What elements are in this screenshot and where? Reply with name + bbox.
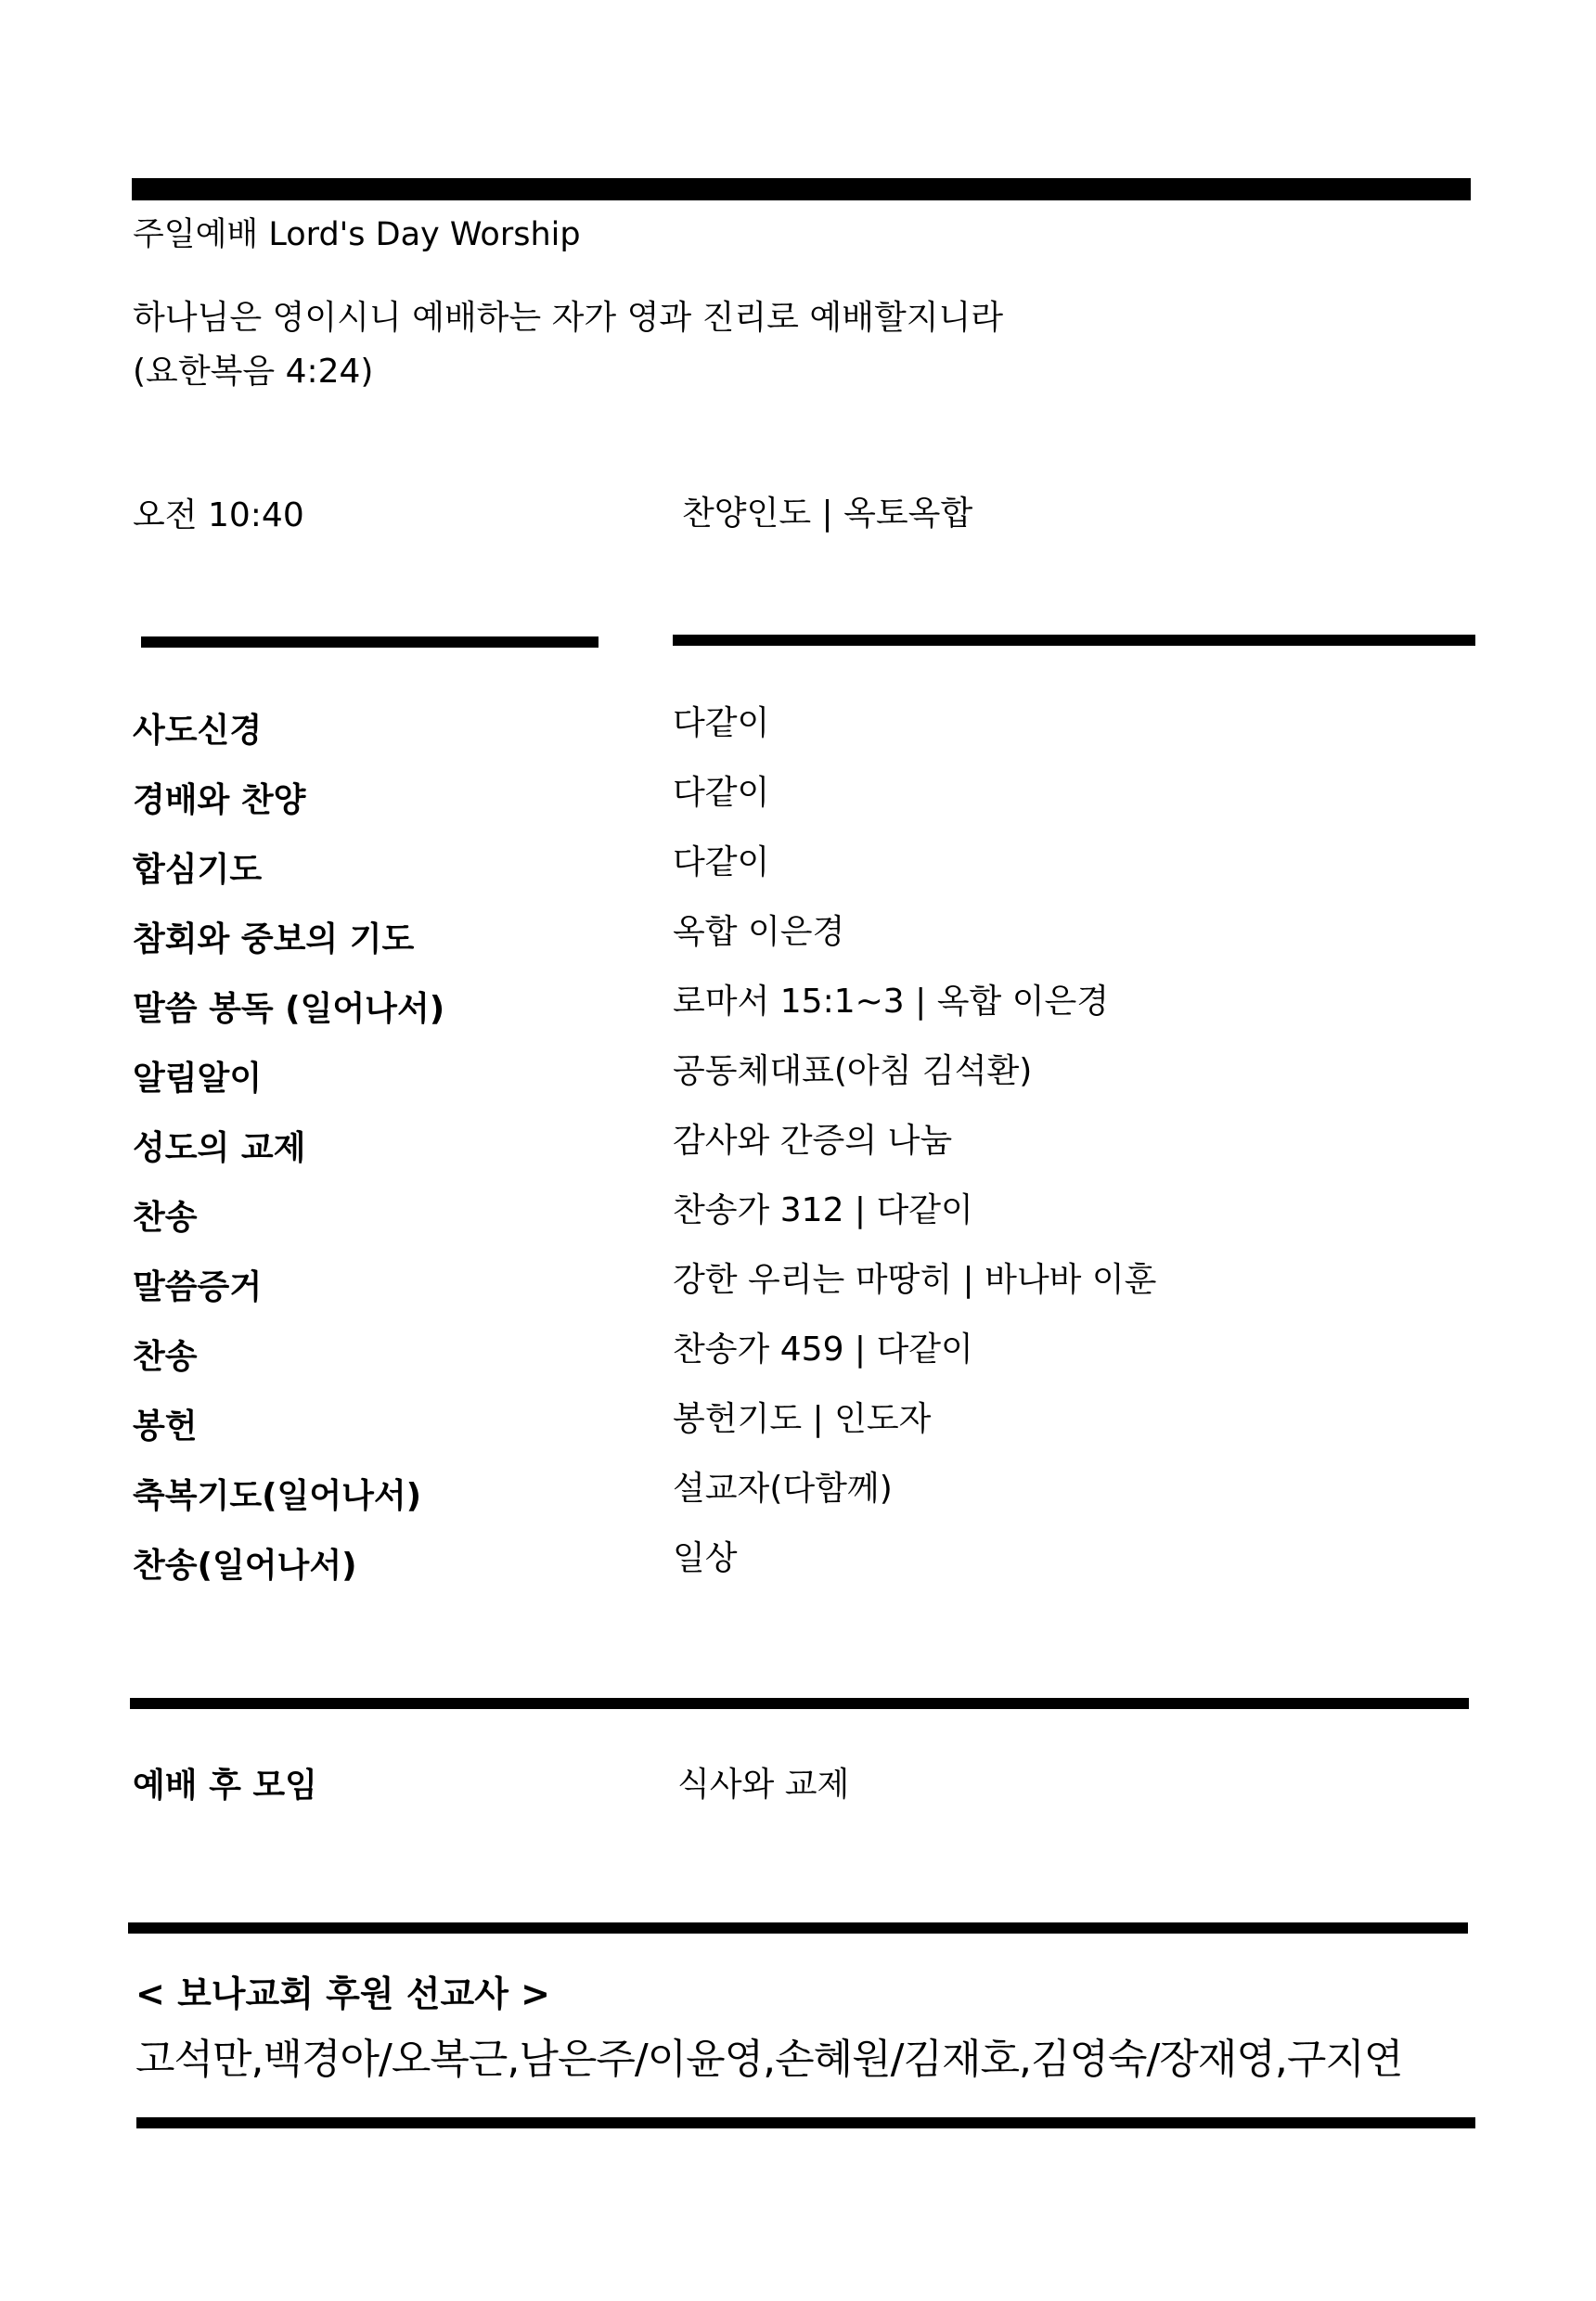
order-item-detail: 다같이 — [673, 774, 770, 812]
order-item-label: 참회와 중보의 기도 — [133, 920, 415, 958]
order-item-label: 찬송(일어나서) — [133, 1547, 357, 1585]
order-item-label: 말씀 봉독 (일어나서) — [133, 990, 445, 1028]
order-item-label: 성도의 교제 — [133, 1129, 306, 1167]
verse-line-2: (요한복음 4:24) — [133, 353, 374, 391]
right-divider — [673, 635, 1475, 646]
order-item-label: 찬송 — [133, 1199, 198, 1237]
verse-line-1: 하나님은 영이시니 예배하는 자가 영과 진리로 예배할지니라 — [133, 299, 1004, 337]
order-item-label: 찬송 — [133, 1338, 198, 1376]
after-service-value: 식사와 교제 — [677, 1766, 850, 1804]
order-item-detail: 감사와 간증의 나눔 — [673, 1122, 953, 1160]
missionaries-list: 고석만,백경아/오복근,남은주/이윤영,손혜원/김재호,김영숙/장재영,구지연 — [135, 2036, 1403, 2083]
praise-leader: 찬양인도 | 옥토옥합 — [682, 495, 973, 533]
service-time: 오전 10:40 — [133, 496, 304, 534]
order-item-detail: 공동체대표(아침 김석환) — [673, 1052, 1033, 1090]
order-item-detail: 다같이 — [673, 843, 770, 881]
order-item-detail: 다같이 — [673, 704, 770, 742]
order-item-label: 사도신경 — [133, 712, 263, 750]
order-item-label: 알림알이 — [133, 1060, 263, 1098]
after-service-label: 예배 후 모임 — [133, 1767, 317, 1805]
order-item-detail: 강한 우리는 마땅히 | 바나바 이훈 — [673, 1261, 1157, 1299]
order-bottom-divider — [130, 1698, 1469, 1709]
left-divider — [141, 636, 598, 648]
missionaries-heading: < 보나교회 후원 선교사 > — [135, 1973, 550, 2014]
top-divider — [132, 178, 1471, 200]
order-item-detail: 찬송가 312 | 다같이 — [673, 1191, 973, 1229]
bottom-divider — [136, 2117, 1475, 2128]
order-item-label: 경배와 찬양 — [133, 781, 306, 819]
order-item-label: 봉헌 — [133, 1408, 198, 1446]
order-item-detail: 봉헌기도 | 인도자 — [673, 1400, 932, 1438]
service-title: 주일예배 Lord's Day Worship — [133, 216, 581, 253]
order-item-detail: 설교자(다함께) — [673, 1470, 893, 1508]
order-item-label: 합심기도 — [133, 851, 263, 889]
missionary-top-divider — [128, 1922, 1468, 1934]
order-item-detail: 로마서 15:1~3 | 옥합 이은경 — [673, 983, 1110, 1021]
order-item-detail: 찬송가 459 | 다같이 — [673, 1330, 973, 1369]
order-item-detail: 일상 — [673, 1539, 738, 1577]
order-item-label: 축복기도(일어나서) — [133, 1477, 422, 1515]
order-item-label: 말씀증거 — [133, 1268, 263, 1306]
order-item-detail: 옥합 이은경 — [673, 913, 845, 951]
